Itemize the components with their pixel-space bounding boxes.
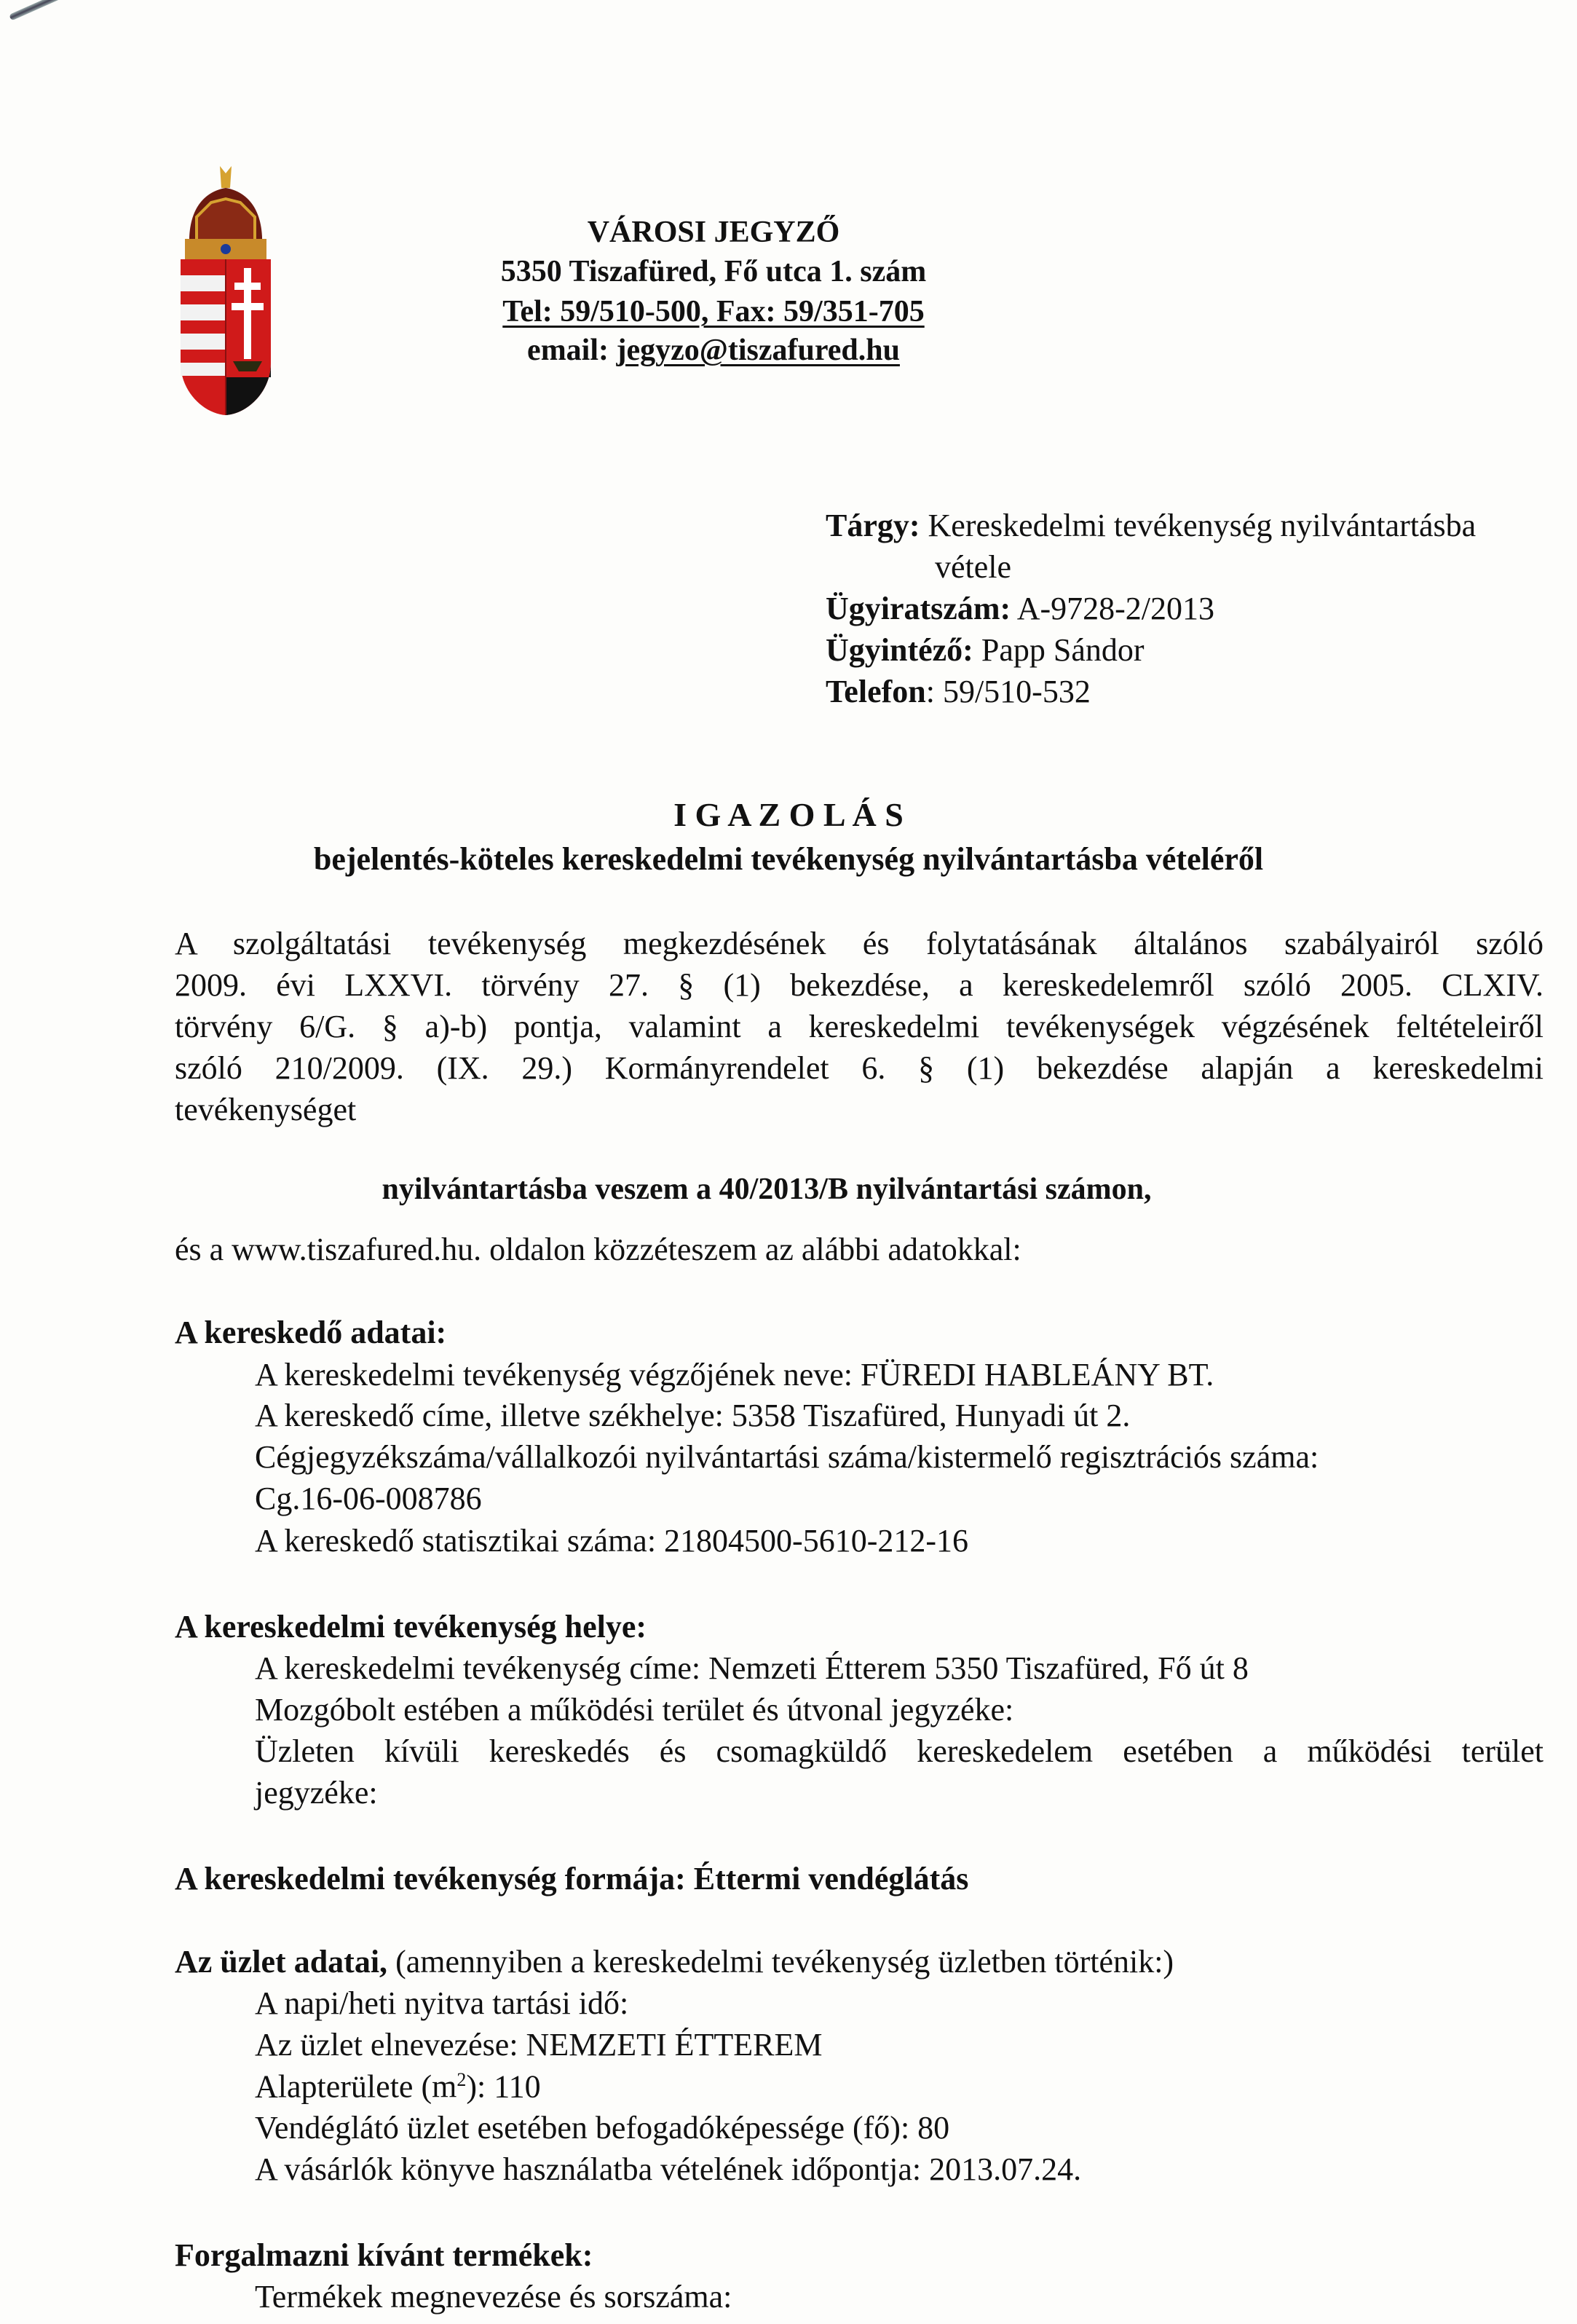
office-name: VÁROSI JEGYZŐ: [587, 216, 840, 249]
intro-line-3: törvény 6/G. § a)-b) pontja, valamint a kereskedelmi tevékenységek végzésének feltételeiről: [175, 1009, 1544, 1044]
publish-statement: és a www.tiszafured.hu. oldalon közzéteszem az alábbi adatokkal:: [175, 1232, 1021, 1267]
shop-opening-hours: A napi/heti nyitva tartási idő:: [255, 1985, 629, 2021]
phone-line: [826, 676, 1091, 708]
phone-value: : 59/510-532: [925, 674, 1091, 709]
trader-item: Cégjegyzékszáma/vállalkozói nyilvántartási száma/kistermelő regisztrációs száma:: [255, 1439, 1319, 1475]
office-phone-fax: [0, 296, 1427, 327]
shop-heading-line: [175, 1946, 1174, 1978]
activity-form: A kereskedelmi tevékenység formája: Éttermi vendéglátás: [175, 1861, 969, 1896]
registration-statement: nyilvántartásba veszem a 40/2013/B nyilvántartási számon,: [382, 1173, 1152, 1206]
location-item: Üzleten kívüli kereskedés és csomagküldő kereskedelem esetében a működési terület: [255, 1733, 1544, 1769]
case-number-label: Ügyiratszám:: [826, 591, 1011, 626]
trader-heading: A kereskedő adatai:: [175, 1315, 447, 1350]
officer-label: Ügyintéző:: [826, 632, 973, 668]
email-link[interactable]: jegyzo@tiszafured.hu: [616, 334, 900, 367]
document-title: I G A Z O L Á S: [673, 796, 904, 833]
products-heading: Forgalmazni kívánt termékek:: [175, 2237, 593, 2273]
officer-line: [826, 634, 1145, 666]
document-subtitle: bejelentés-köteles kereskedelmi tevékenység nyilvántartásba vételéről: [313, 841, 1264, 877]
intro-line-4: szóló 210/2009. (IX. 29.) Kormányrendelet 6. § (1) bekezdése alapján a kereskedelmi: [175, 1050, 1544, 1086]
location-item: A kereskedelmi tevékenység címe: Nemzeti Étterem 5350 Tiszafüred, Fő út 8: [255, 1650, 1249, 1686]
office-address: 5350 Tiszafüred, Fő utca 1. szám: [500, 255, 927, 288]
subject-line: [826, 510, 1476, 542]
shop-complaint-book: A vásárlók könyve használatba vételének időpontja: 2013.07.24.: [255, 2151, 1082, 2187]
location-heading: A kereskedelmi tevékenység helye:: [175, 1609, 647, 1644]
trader-item: A kereskedelmi tevékenység végzőjének neve: FÜREDI HABLEÁNY BT.: [255, 1357, 1214, 1393]
case-number-value: A-9728-2/2013: [1016, 591, 1215, 626]
location-item: Mozgóbolt estében a működési terület és útvonal jegyzéke:: [255, 1692, 1014, 1728]
staple-mark: [9, 0, 105, 21]
products-item: Termékek megnevezése és sorszáma:: [255, 2279, 732, 2315]
subject-value-cont: vétele: [935, 549, 1012, 585]
shop-area-label: Alapterülete (m: [255, 2068, 457, 2105]
coat-of-arms-icon: [175, 166, 277, 417]
shop-area-value: ): 110: [466, 2068, 541, 2105]
shop-area: [255, 2068, 541, 2105]
trader-item: A kereskedő statisztikai száma: 21804500-5610-212-16: [255, 1523, 969, 1559]
phone-label: Telefon: [826, 674, 926, 709]
shop-heading: Az üzlet adatai,: [175, 1944, 388, 1980]
case-number-line: [826, 593, 1214, 625]
trader-item: A kereskedő címe, illetve székhelye: 5358 Tiszafüred, Hunyadi út 2.: [255, 1398, 1131, 1433]
email-label: email:: [527, 334, 617, 367]
office-email: [0, 335, 1427, 366]
trader-item: Cg.16-06-008786: [255, 1481, 482, 1516]
subject-value: Kereskedelmi tevékenység nyilvántartásba: [928, 508, 1477, 543]
intro-line-1: A szolgáltatási tevékenység megkezdésének és folytatásának általános szabályairól szóló: [175, 926, 1544, 961]
officer-value: Papp Sándor: [981, 632, 1145, 668]
location-item: jegyzéke:: [255, 1775, 378, 1811]
shop-area-sup: 2: [456, 2069, 467, 2090]
phone-fax-text: Tel: 59/510-500, Fax: 59/351-705: [502, 295, 925, 328]
shop-name: Az üzlet elnevezése: NEMZETI ÉTTEREM: [255, 2027, 823, 2063]
subject-label: Tárgy:: [826, 508, 920, 543]
shop-heading-note: (amennyiben a kereskedelmi tevékenység üzletben történik:): [387, 1944, 1174, 1980]
shop-capacity: Vendéglátó üzlet esetében befogadóképessége (fő): 80: [255, 2110, 950, 2146]
intro-line-5: tevékenységet: [175, 1092, 357, 1127]
intro-line-2: 2009. évi LXXVI. törvény 27. § (1) bekezdése, a kereskedelemről szóló 2005. CLXIV.: [175, 967, 1544, 1003]
